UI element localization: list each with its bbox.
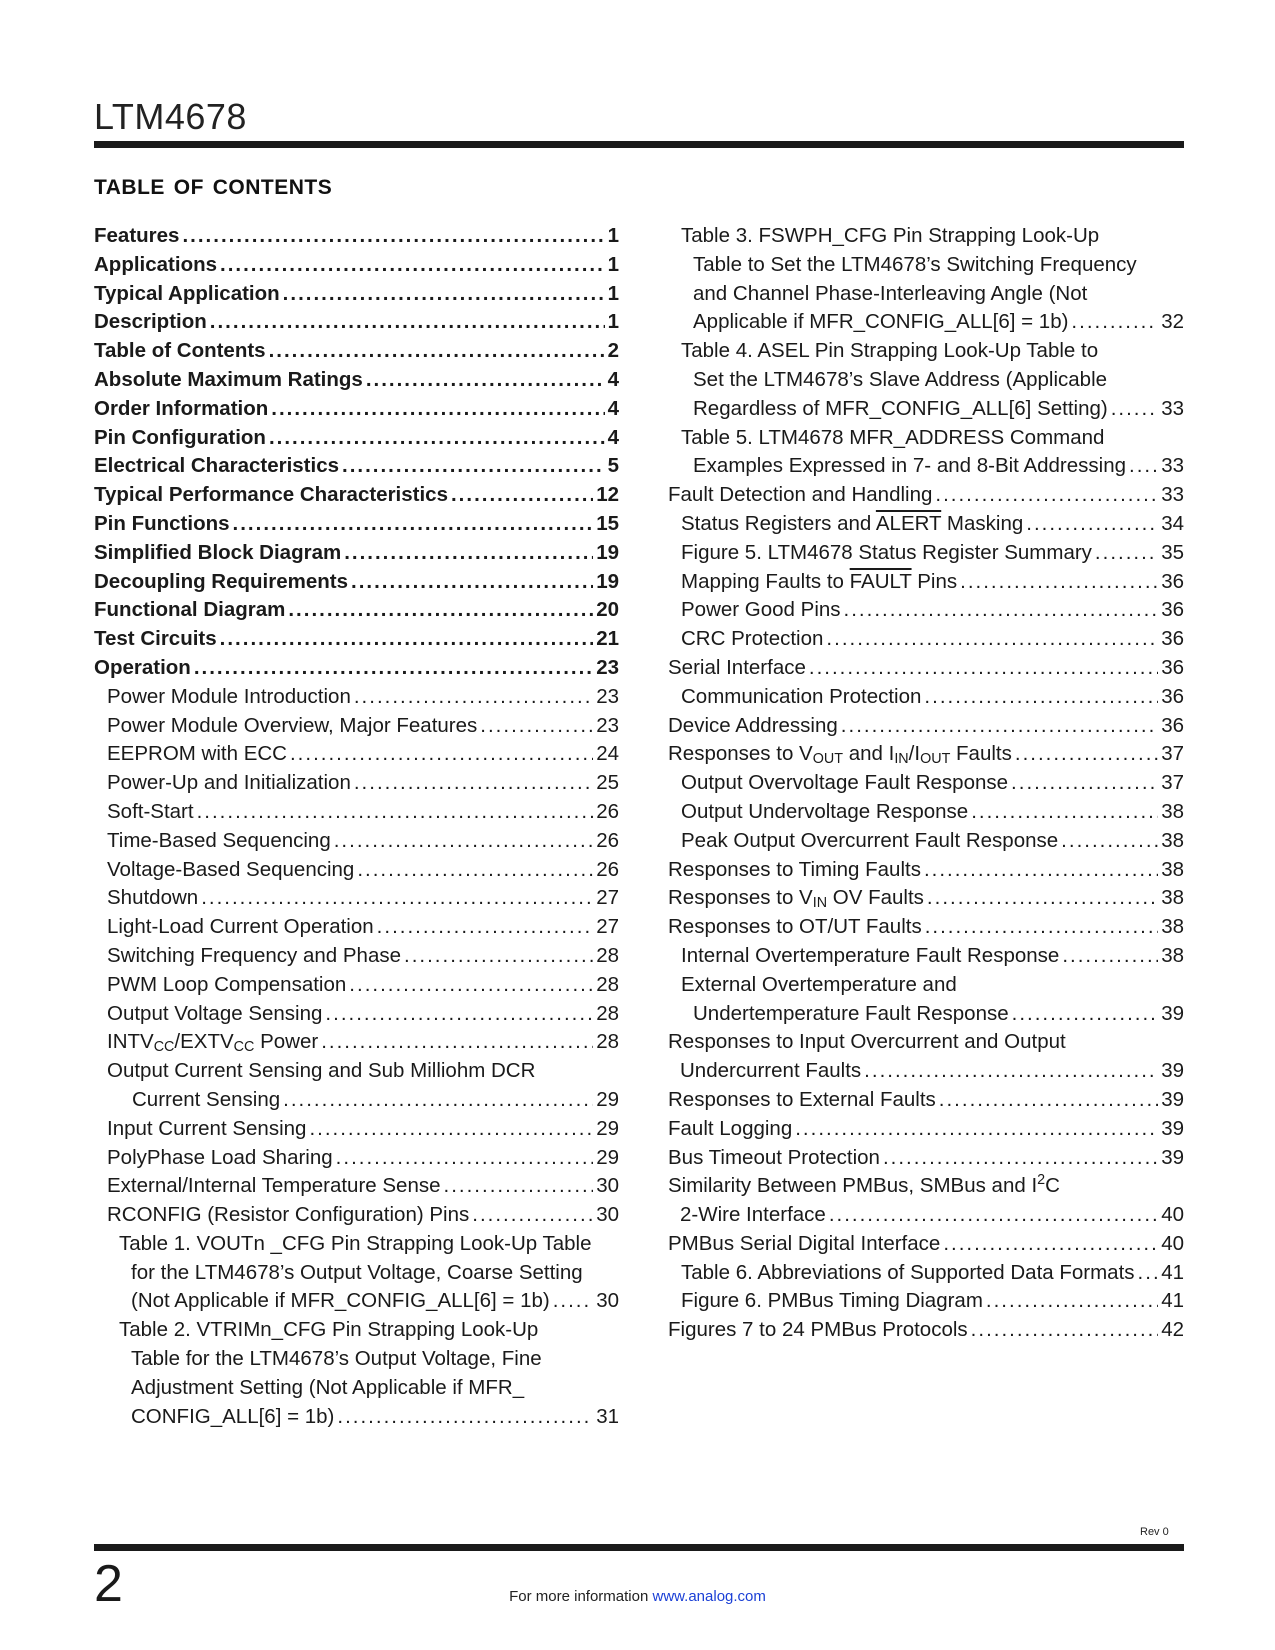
- toc-entry-similarity[interactable]: Similarity Between PMBus, SMBus and $I^2C$ 2-Wire Interface ..... 40: [668, 1172, 1184, 1230]
- toc-entry-decoupling-requirements[interactable]: Decoupling Requirements ..... 19: [94, 568, 619, 597]
- toc-entry-polyphase[interactable]: PolyPhase Load Sharing ..... 29: [94, 1144, 619, 1173]
- toc-entry-operation[interactable]: Operation ..... 23: [94, 654, 619, 683]
- toc-entry-rconfig[interactable]: RCONFIG (Resistor Configuration) Pins ..... 30: [94, 1201, 619, 1230]
- toc-entry-voltage-based-sequencing[interactable]: Voltage-Based Sequencing ..... 26: [94, 856, 619, 885]
- toc-left-column: [94, 222, 619, 1431]
- toc-entry-power-good[interactable]: Power Good Pins ..... 36: [668, 596, 1184, 625]
- toc-entry-figure6[interactable]: Figure 6. PMBus Timing Diagram ..... 41: [668, 1287, 1184, 1316]
- toc-entry-serial-interface[interactable]: Serial Interface ..... 36: [668, 654, 1184, 683]
- toc-entry-peak-oc[interactable]: Peak Output Overcurrent Fault Response ..... 38: [668, 827, 1184, 856]
- toc-entry-intvcc-extvcc[interactable]: $INTV_{CC}/EXTV_{CC}$ Power ..... 28: [94, 1028, 619, 1057]
- toc-entry-ot-ut[interactable]: Responses to OT/UT Faults ..... 38: [668, 913, 1184, 942]
- toc-entry-table1[interactable]: Table 1. VOUTn _CFG Pin Strapping Look-Up Table for the LTM4678’s Output Voltage, Coarse Setting (Not Applicable if MFR_CONFIG_ALL[6] = 1b) ..... 30: [94, 1230, 619, 1316]
- toc-entry-pin-configuration[interactable]: Pin Configuration ..... 4: [94, 424, 619, 453]
- section-title: table of contents: [94, 168, 333, 201]
- toc-entry-shutdown[interactable]: Shutdown ..... 27: [94, 884, 619, 913]
- toc-entry-functional-diagram[interactable]: Functional Diagram ..... 20: [94, 596, 619, 625]
- toc-entry-table-of-contents[interactable]: Table of Contents ..... 2: [94, 337, 619, 366]
- toc-entry-power-up[interactable]: Power-Up and Initialization ..... 25: [94, 769, 619, 798]
- toc-entry-pwm-loop[interactable]: PWM Loop Compensation ..... 28: [94, 971, 619, 1000]
- toc-entry-typical-application[interactable]: Typical Application ..... 1: [94, 280, 619, 309]
- toc-entry-electrical-characteristics[interactable]: Electrical Characteristics ..... 5: [94, 452, 619, 481]
- toc-entry-typical-performance[interactable]: Typical Performance Characteristics ..... 12: [94, 481, 619, 510]
- toc-entry-figure5[interactable]: Figure 5. LTM4678 Status Register Summary ..... 35: [668, 539, 1184, 568]
- toc-entry-power-module-introduction[interactable]: Power Module Introduction ..... 23: [94, 683, 619, 712]
- toc-entry-responses-vout[interactable]: Responses to $V_{OUT}$ and $I_{IN}/I_{OUT}$ Faults ..... 37: [668, 740, 1184, 769]
- toc-entry-crc[interactable]: CRC Protection ..... 36: [668, 625, 1184, 654]
- footer-info-text: For more information: [509, 1588, 653, 1605]
- toc-entry-absolute-maximum-ratings[interactable]: Absolute Maximum Ratings ..... 4: [94, 366, 619, 395]
- toc-entry-test-circuits[interactable]: Test Circuits ..... 21: [94, 625, 619, 654]
- toc-entry-table2[interactable]: Table 2. VTRIMn_CFG Pin Strapping Look-Up Table for the LTM4678’s Output Voltage, Fine Adjustment Setting (Not Applicable if MFR_ CONFIG_ALL[6] = 1b) ..... 31: [94, 1316, 619, 1431]
- toc-entry-bus-timeout[interactable]: Bus Timeout Protection ..... 39: [668, 1144, 1184, 1173]
- toc-entry-table3[interactable]: Table 3. FSWPH_CFG Pin Strapping Look-Up Table to Set the LTM4678’s Switching Frequency and Channel Phase-Interleaving Angle (Not Applicable if MFR_CONFIG_ALL[6] = 1b) ..... 32: [668, 222, 1184, 337]
- toc-entry-mapping-faults[interactable]: Mapping Faults to FAULT Pins ..... 36: [668, 568, 1184, 597]
- toc-entry-table5[interactable]: Table 5. LTM4678 MFR_ADDRESS Command Examples Expressed in 7- and 8-Bit Addressing ..... 33: [668, 424, 1184, 482]
- toc-entry-timing-faults[interactable]: Responses to Timing Faults ..... 38: [668, 856, 1184, 885]
- toc-entry-output-uv[interactable]: Output Undervoltage Response ..... 38: [668, 798, 1184, 827]
- toc-entry-time-based-sequencing[interactable]: Time-Based Sequencing ..... 26: [94, 827, 619, 856]
- toc-entry-applications[interactable]: Applications ..... 1: [94, 251, 619, 280]
- toc-entry-fault-logging[interactable]: Fault Logging ..... 39: [668, 1115, 1184, 1144]
- footer-text: [0, 1588, 1275, 1605]
- toc-entry-soft-start[interactable]: Soft-Start ..... 26: [94, 798, 619, 827]
- toc-entry-pmbus-serial[interactable]: PMBus Serial Digital Interface ..... 40: [668, 1230, 1184, 1259]
- toc-entry-input-oc[interactable]: Responses to Input Overcurrent and Output Undercurrent Faults ..... 39: [668, 1028, 1184, 1086]
- toc-entry-communication-protection[interactable]: Communication Protection ..... 36: [668, 683, 1184, 712]
- toc-entry-status-registers[interactable]: Status Registers and ALERT Masking ..... 34: [668, 510, 1184, 539]
- toc-entry-simplified-block-diagram[interactable]: Simplified Block Diagram ..... 19: [94, 539, 619, 568]
- toc-entry-device-addressing[interactable]: Device Addressing ..... 36: [668, 712, 1184, 741]
- toc-entry-output-current-sensing[interactable]: Output Current Sensing and Sub Milliohm DCR Current Sensing ..... 29: [94, 1057, 619, 1115]
- toc-entry-output-voltage-sensing[interactable]: Output Voltage Sensing ..... 28: [94, 1000, 619, 1029]
- toc-entry-table4[interactable]: Table 4. ASEL Pin Strapping Look-Up Table to Set the LTM4678’s Slave Address (Applicable Regardless of MFR_CONFIG_ALL[6] Setting) ..... 33: [668, 337, 1184, 423]
- toc-right-column: [668, 222, 1184, 1345]
- toc-entry-features[interactable]: Features ..... 1: [94, 222, 619, 251]
- toc-entry-output-ov[interactable]: Output Overvoltage Fault Response ..... 37: [668, 769, 1184, 798]
- toc-entry-table6[interactable]: Table 6. Abbreviations of Supported Data Formats ..... 41: [668, 1259, 1184, 1288]
- toc-entry-external-ot[interactable]: External Overtemperature and Undertemperature Fault Response ..... 39: [668, 971, 1184, 1029]
- revision-label: Rev 0: [1140, 1526, 1169, 1538]
- toc-entry-power-module-overview[interactable]: Power Module Overview, Major Features ..... 23: [94, 712, 619, 741]
- toc-entry-order-information[interactable]: Order Information ..... 4: [94, 395, 619, 424]
- toc-entry-figures7-24[interactable]: Figures 7 to 24 PMBus Protocols ..... 42: [668, 1316, 1184, 1345]
- toc-entry-pin-functions[interactable]: Pin Functions ..... 15: [94, 510, 619, 539]
- part-number: LTM4678: [94, 96, 247, 137]
- toc-entry-external-faults[interactable]: Responses to External Faults ..... 39: [668, 1086, 1184, 1115]
- toc-entry-description[interactable]: Description ..... 1: [94, 308, 619, 337]
- toc-entry-eeprom-with-ecc[interactable]: EEPROM with ECC ..... 24: [94, 740, 619, 769]
- toc-entry-temperature-sense[interactable]: External/Internal Temperature Sense ..... 30: [94, 1172, 619, 1201]
- toc-entry-vin-ov[interactable]: Responses to $V_{IN}$ OV Faults ..... 38: [668, 884, 1184, 913]
- footer-rule: [94, 1544, 1184, 1551]
- footer-link[interactable]: www.analog.com: [652, 1588, 766, 1605]
- toc-entry-input-current-sensing[interactable]: Input Current Sensing ..... 29: [94, 1115, 619, 1144]
- toc-entry-switching-frequency[interactable]: Switching Frequency and Phase ..... 28: [94, 942, 619, 971]
- toc-entry-fault-detection[interactable]: Fault Detection and Handling ..... 33: [668, 481, 1184, 510]
- header-rule: [94, 141, 1184, 148]
- page-number: 2: [94, 1555, 123, 1613]
- toc-entry-light-load[interactable]: Light-Load Current Operation ..... 27: [94, 913, 619, 942]
- toc-entry-internal-ot[interactable]: Internal Overtemperature Fault Response ..... 38: [668, 942, 1184, 971]
